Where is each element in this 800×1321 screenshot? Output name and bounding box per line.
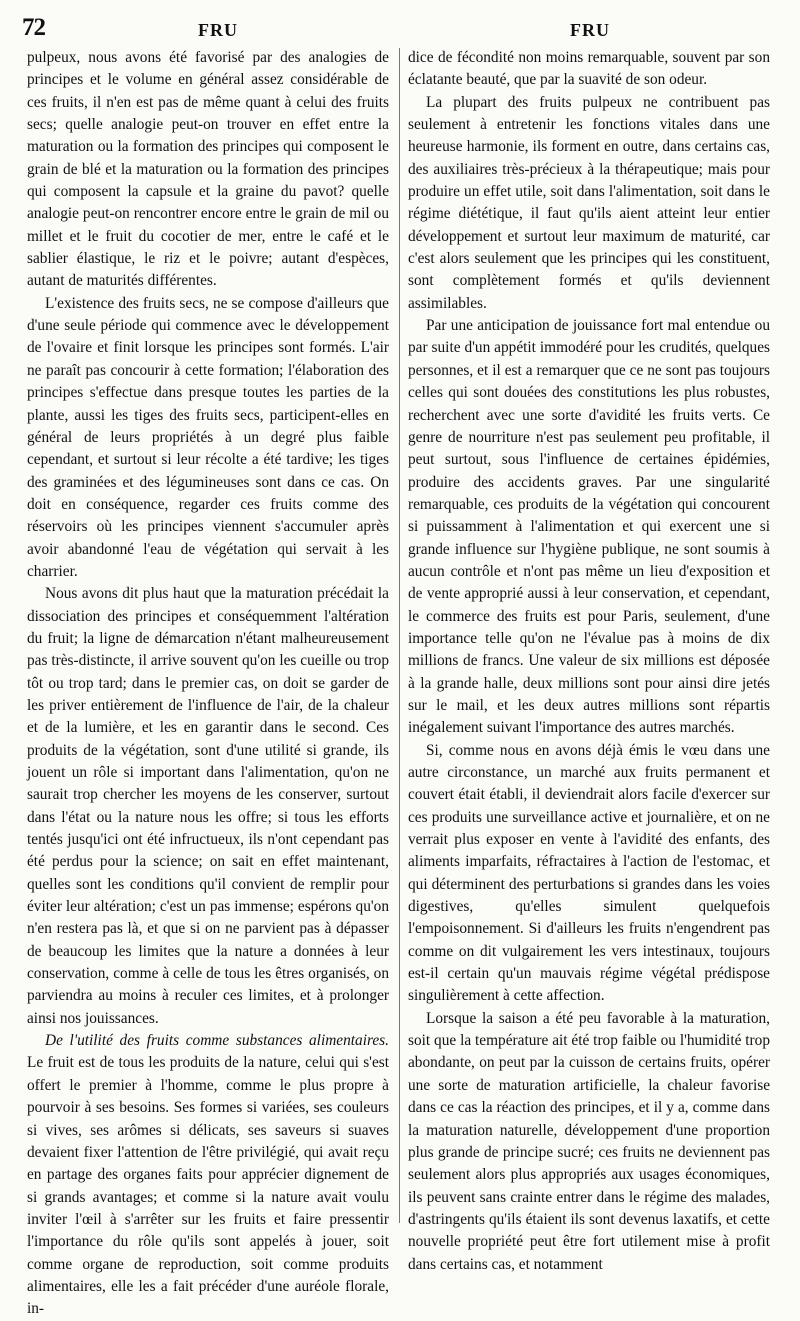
paragraph: Si, comme nous en avons déjà émis le vœu dans une autre circonstance, un marché aux fruits permanent et couvert était établi, il deviendrait alors facile d'exercer sur ces produits une surveillance active et journalière, et on ne verrait plus exposer en vente à l'avidité des enfants, des aliments imparfaits, réfractaires à l'action de l'estomac, et qui déterminent des perturbations si grandes dans les voies digestives, qu'elles simulent quelquefois l'empoisonnement. Si d'ailleurs les fruits n'engendrent pas comme on dit vulgairement les vers intestinaux, toujours est-il certain qu'un mauvais régime végétal prédispose singulièrement à cette affection.	[408, 741, 770, 1005]
section-heading: De l'utilité des fruits comme substances alimentaires.	[45, 1032, 389, 1050]
paragraph: Par une anticipation de jouissance fort mal entendue ou par suite d'un appétit immodéré pour les crudités, quelques personnes, et il est a remarquer que ce ne sont pas toujours celles qui sont douées des constitutions les plus robustes, recherchent avec une sorte d'avidité les fruits verts. Ce genre de nourriture n'est pas seulement peu profitable, il peut surtout, sous l'influence de certaines épidémies, produire des accidents graves. Par une singularité remarquable, ces produits de la végétation qui concourent si puissamment à l'alimentation et qui exercent une si grande influence sur l'hygiène publique, ne sont soumis à aucun contrôle et n'ont pas même un lieu d'exposition et de vente approprié aussi à leur conservation, et cependant, le commerce des fruits est pour Paris, seulement, d'une importance telle qu'on ne l'évalue pas à moins de dix millions de francs. Une valeur de six millions est déposée à la grande halle, deux millions sont pour ainsi dire jetés sur le mail, et les deux autres millions sont répartis inégalement suivant l'importance des autres marchés.	[408, 317, 770, 737]
left-column	[27, 47, 389, 1321]
column-divider	[399, 48, 400, 1223]
running-head-left: FRU	[198, 20, 238, 40]
page-header	[0, 14, 800, 48]
paragraph: dice de fécondité non moins remarquable, souvent par son éclatante beauté, que par la suavité de son odeur.	[408, 49, 770, 89]
paragraph: L'existence des fruits secs, ne se compose d'ailleurs que d'une seule période qui commence avec le développement de l'ovaire et finit lorsque les principes sont formés. L'air ne paraît pas concourir à cette formation; l'élaboration des principes s'effectue dans presque toutes les parties de la plante, aussi les tiges des fruits secs, participent-elles en général de leurs propriétés à un degré plus faible cependant, et surtout si leur récolte a été tardive; les tiges des graminées et des légumineuses sont dans ce cas. On doit en conséquence, regarder ces fruits comme des réservoirs où les principes viennent s'accumuler après avoir abandonné l'eau de végétation qui servait à les charrier.	[27, 294, 389, 580]
right-column	[408, 47, 770, 1276]
paragraph: La plupart des fruits pulpeux ne contribuent pas seulement à entretenir les fonctions vitales dans une heureuse harmonie, ils forment en outre, dans certains cas, des auxiliaires très-précieux à la thérapeutique; mais pour produire un effet utile, soit dans l'alimentation, soit dans le régime diététique, il faut qu'ils aient atteint leur entier développement et surtout leur maximum de maturité, car c'est alors seulement que les principes qui les constituent, sont complètement formés et qu'ils deviennent assimilables.	[408, 93, 770, 312]
paragraph-text: Le fruit est de tous les produits de la nature, celui qui s'est offert le premier à l'homme, comme le plus propre à pourvoir à ses besoins. Ses formes si variées, ses couleurs si vives, ses arômes si délicats, ses saveurs si suaves devaient fixer l'attention de l'être privilégié, qui avait reçu en partage des organes faits pour apprécier dignement de si grands avantages; et comme si la nature avait voulu inviter l'œil à s'arrêter sur les fruits et faire pressentir l'importance du rôle qu'ils sont appelés à jouer, soit comme organe de reproduction, soit comme produits alimentaires, elle les a fait précéder d'une auréole florale, in-	[27, 1054, 389, 1318]
running-head-right: FRU	[570, 20, 610, 40]
paragraph: pulpeux, nous avons été favorisé par des analogies de principes et le volume en général assez considérable de ces fruits, il n'en est pas de même quant à celui des fruits secs; quelle analogie peut-on trouver en effet entre la maturation ou la formation des principes qui composent le grain de blé et la maturation ou la formation des principes qui composent la capsule et la graine du pavot? quelle analogie peut-on rencontrer encore entre le grain de mil ou millet et le fruit du cocotier de mer, entre le café et le sablier élastique, le riz et le poivre; autant d'espèces, autant de maturités différentes.	[27, 49, 389, 290]
paragraph: Lorsque la saison a été peu favorable à la maturation, soit que la température ait été trop faible ou l'humidité trop abondante, on peut par la cuisson de certains fruits, opérer une sorte de maturation artificielle, la chaleur favorise dans ce cas la réaction des principes, et il y a, comme dans la maturation naturelle, développement d'une proportion plus grande de principe sucré; ces fruits ne deviennent pas seulement alors plus appropriés aux usages économiques, ils peuvent sans crainte entrer dans le régime des malades, d'astringents qu'ils étaient ils sont devenus laxatifs, et cette nouvelle propriété peut être fort utilement mise à profit dans certains cas, et notamment	[408, 1009, 770, 1273]
paragraph: Nous avons dit plus haut que la maturation précédait la dissociation des principes et conséquemment l'altération du fruit; la ligne de démarcation n'étant malheureusement pas très-distincte, il arrive souvent qu'on les cueille ou trop tôt ou trop tard; dans le premier cas, on doit se garder de les priver entièrement de l'influence de l'air, de la chaleur et de la lumière, et les en garantir dans le second. Ces produits de la végétation, sont d'une utilité si grande, ils jouent un rôle si important dans l'alimentation, qu'on ne saurait trop chercher les moyens de les conserver, surtout dans l'état ou la nature nous les offre; si tous les efforts tentés jusqu'ici ont été infructueux, ils n'ont cependant pas été perdus pour la science; on sait en effet maintenant, quelles sont les conditions qu'il convient de remplir pour éviter leur altération; c'est un pas immense; espérons qu'on n'en restera pas là, et que si on ne parvient pas à dépasser de beaucoup les limites que la nature a données à leur conservation, comme à celle de tous les êtres organisés, on parviendra au moins à reculer ces limites, et à prolonger ainsi nos jouissances.	[27, 585, 389, 1027]
paragraph	[27, 1030, 389, 1320]
page-number: 72	[22, 14, 45, 41]
